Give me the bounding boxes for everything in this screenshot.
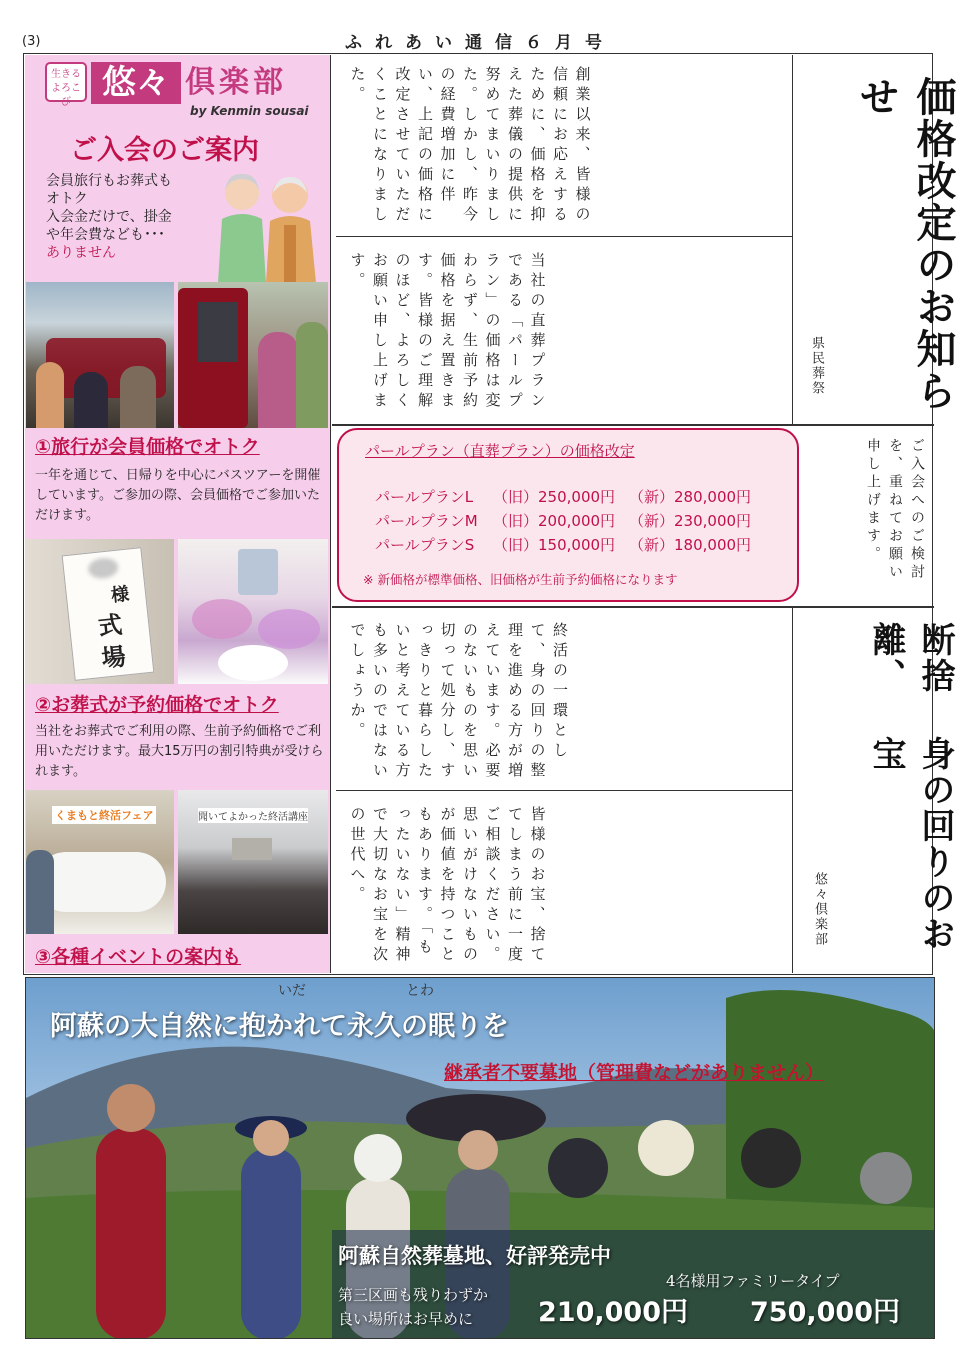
logo-main: 悠々 — [91, 62, 181, 104]
feature-1-body: 一年を通じて、日帰りを中心にバスツアーを開催しています。ご参加の際、会員価格でご参加いただけます。 — [35, 468, 321, 523]
newsletter-title: ふれあい通信６月号 — [345, 33, 615, 53]
join-title: ご入会のご案内 — [70, 135, 259, 166]
price-paragraph-2: 当社の直葬プランである「パールプラン」の価格は変わらず、生前予約価格を据え置きます。皆様のご理解のほど、よろしくお願い申し上げます。 — [348, 252, 547, 412]
intro-line-4: や年会費なども･･･ — [46, 227, 165, 243]
intro-line-1: 会員旅行もお葬式も — [46, 173, 172, 189]
feature-1-title: ①旅行が会員価格でオトク — [35, 436, 260, 458]
event-seminar-banner: 聞いてよかった終活講座 — [198, 808, 308, 823]
intro-line-5: ありません — [46, 245, 116, 261]
plan-name: パールプランL — [375, 488, 474, 506]
logo-rest: 倶楽部 — [185, 65, 287, 100]
plan-new-price: （新）230,000円 — [629, 512, 752, 530]
aso-line-2: 良い場所はお早めに — [338, 1310, 474, 1328]
danshari-paragraph-1: 終活の一環として、身の回りの整理を進める方が増えています。必要のないものを思い切って処分し、すっきりと暮らしたいと考えている方も多いのではないでしょうか。 — [348, 622, 569, 782]
price-paragraph-1: 創業以来、皆様の信頼にお応えするために、価格を抑えた葬儀の提供に努めてまいりました。しかし、昨今の経費増加に伴い、上記の価格に改定させていただくことになりました。 — [348, 66, 592, 226]
price-notice: ご入会へのご検討を、重ねてお願い申し上げます。 — [865, 438, 925, 582]
aso-cemetery-banner — [25, 977, 935, 1339]
price-note: ※ 新価格が標準価格、旧価格が生前予約価格になります — [363, 572, 678, 587]
aso-price-2: 750,000円 — [750, 1297, 900, 1328]
danshari-source: 悠々倶楽部 — [812, 872, 827, 947]
section-divider — [332, 424, 934, 426]
aso-subtitle: 継承者不要墓地（管理費などがありません） — [444, 1062, 825, 1084]
feature-2-title: ②お葬式が予約価格でオトク — [35, 694, 279, 716]
logo-badge: 生きる よろこび — [45, 62, 87, 102]
price-headline: 価格改定のお知らせ — [853, 76, 957, 412]
event-fair-banner: くまもと終活フェア — [52, 806, 156, 824]
elderly-couple-illustration — [210, 165, 325, 285]
aso-banner-title: 阿蘇自然葬墓地、好評発売中 — [338, 1243, 611, 1268]
event-seminar-photo — [178, 790, 328, 934]
aso-title: 阿蘇の大自然に抱かれて永久の眠りを — [50, 1011, 509, 1042]
danshari-headline-2: 身の回りのお宝 — [866, 736, 955, 952]
plan-old-price: （旧）250,000円 — [493, 488, 616, 506]
section-divider-2 — [332, 606, 934, 608]
page-number: (3) — [22, 34, 41, 49]
aso-line-1: 第三区画も残りわずか — [338, 1286, 489, 1304]
feature-2-body: 当社をお葬式でご利用の際、生前予約価格でご利用いただけます。最大15万円の割引特典が受けられます。 — [35, 724, 324, 779]
logo-sub: by Kenmin sousai — [190, 104, 309, 118]
plan-new-price: （新）180,000円 — [629, 536, 752, 554]
bus-trip-photo-2 — [178, 282, 328, 428]
feature-3-title: ③各種イベントの案内も — [35, 946, 242, 968]
plan-new-price: （新）280,000円 — [629, 488, 752, 506]
divider — [336, 790, 792, 791]
intro-text — [46, 172, 206, 262]
intro-line-3: 入会金だけで、掛金 — [46, 209, 172, 225]
price-row-l — [375, 486, 751, 507]
column-divider — [792, 55, 793, 425]
price-box — [337, 428, 799, 602]
danshari-headline-1: 断捨離、 — [866, 622, 955, 694]
funeral-sign-char-3: 様 — [110, 583, 131, 607]
funeral-sign-photo — [26, 539, 174, 684]
intro-line-2: オトク — [46, 191, 88, 207]
funeral-sign-char-1: 式 — [96, 609, 124, 642]
event-fair-photo — [26, 790, 174, 934]
plan-name: パールプランM — [375, 512, 478, 530]
plan-old-price: （旧）150,000円 — [493, 536, 616, 554]
plan-old-price: （旧）200,000円 — [493, 512, 616, 530]
ruby-ida: いだ — [278, 983, 306, 999]
plan-name: パールプランS — [375, 536, 475, 554]
funeral-sign-char-2: 場 — [100, 641, 127, 673]
price-box-title: パールプラン（直葬プラン）の価格改定 — [365, 442, 635, 460]
aso-family-label: 4名様用ファミリータイプ — [666, 1272, 840, 1290]
danshari-paragraph-2: 皆様のお宝、捨ててしまう前に一度ご相談ください。思いがけないものが価値を持つこともあります。「もったいない」精神で大切なお宝を次の世代へ。 — [348, 806, 547, 966]
club-logo — [45, 62, 332, 118]
ruby-towa: とわ — [406, 983, 434, 999]
column-divider — [792, 607, 793, 973]
price-row-s — [375, 534, 751, 555]
price-row-m — [375, 510, 751, 531]
bus-trip-photo-1 — [26, 282, 174, 428]
price-source: 県民葬祭 — [809, 336, 824, 396]
divider — [336, 236, 792, 237]
funeral-flowers-photo — [178, 539, 328, 684]
aso-price-1: 210,000円 — [538, 1297, 688, 1328]
